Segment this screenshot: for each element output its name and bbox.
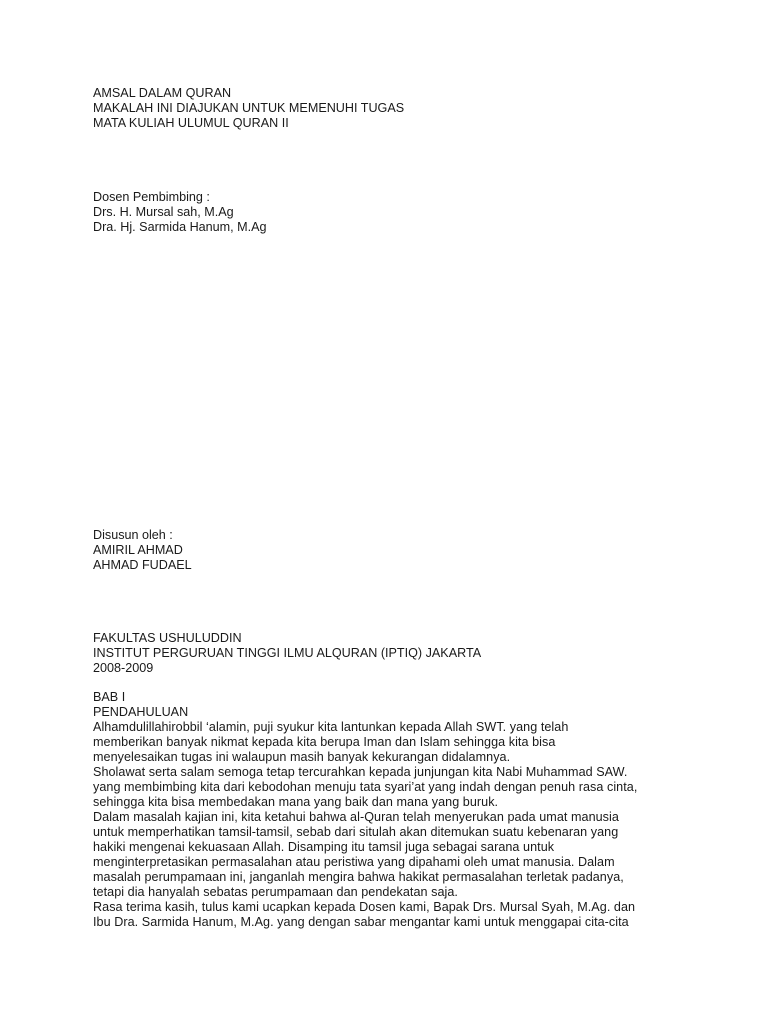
author-heading: Disusun oleh :	[93, 528, 173, 542]
paragraph-line: sehingga kita bisa membedakan mana yang baik dan mana yang buruk.	[93, 795, 499, 809]
paragraph-line: menyelesaikan tugas ini walaupun masih banyak kekurangan didalamnya.	[93, 750, 511, 764]
supervisor-name: Drs. H. Mursal sah, M.Ag	[93, 205, 234, 219]
chapter-number: BAB I	[93, 690, 126, 704]
chapter-title: PENDAHULUAN	[93, 705, 189, 719]
paragraph-line: untuk memperhatikan tamsil-tamsil, sebab dari situlah akan ditemukan suatu kebenaran yang	[93, 825, 619, 839]
paragraph-line: tetapi dia hanyalah sebatas perumpamaan dan pendekatan saja.	[93, 885, 458, 899]
paragraph-line: Ibu Dra. Sarmida Hanum, M.Ag. yang dengan sabar mengantar kami untuk menggapai cita-cita	[93, 915, 629, 929]
supervisor-name: Dra. Hj. Sarmida Hanum, M.Ag	[93, 220, 267, 234]
faculty-name: FAKULTAS USHULUDDIN	[93, 631, 242, 645]
paragraph-line: hakiki mengenai kekuasaan Allah. Disamping itu tamsil juga sebagai sarana untuk	[93, 840, 555, 854]
paragraph-line: yang membimbing kita dari kebodohan menuju tata syari’at yang indah dengan penuh rasa cinta,	[93, 780, 638, 794]
paragraph-line: menginterpretasikan permasalahan atau peristiwa yang dipahami oleh umat manusia. Dalam	[93, 855, 615, 869]
paragraph-line: Alhamdulillahirobbil ‘alamin, puji syukur kita lantunkan kepada Allah SWT. yang telah	[93, 720, 569, 734]
paragraph-line: memberikan banyak nikmat kepada kita berupa Iman dan Islam sehingga kita bisa	[93, 735, 556, 749]
paragraph-line: Rasa terima kasih, tulus kami ucapkan kepada Dosen kami, Bapak Drs. Mursal Syah, M.Ag. dan	[93, 900, 636, 914]
supervisor-heading: Dosen Pembimbing :	[93, 190, 210, 204]
document-title: AMSAL DALAM QURAN	[93, 86, 232, 100]
course-name: MATA KULIAH ULUMUL QURAN II	[93, 116, 289, 130]
paragraph-line: Dalam masalah kajian ini, kita ketahui bahwa al-Quran telah menyerukan pada umat manusia	[93, 810, 619, 824]
author-name: AHMAD FUDAEL	[93, 558, 192, 572]
paragraph-line: Sholawat serta salam semoga tetap tercurahkan kepada junjungan kita Nabi Muhammad SAW.	[93, 765, 628, 779]
academic-year: 2008-2009	[93, 661, 154, 675]
paragraph-line: masalah perumpamaan ini, janganlah mengira bahwa hakikat permasalahan terletak padanya,	[93, 870, 624, 884]
author-name: AMIRIL AHMAD	[93, 543, 183, 557]
institute-name: INSTITUT PERGURUAN TINGGI ILMU ALQURAN (IPTIQ) JAKARTA	[93, 646, 482, 660]
document-subtitle: MAKALAH INI DIAJUKAN UNTUK MEMENUHI TUGAS	[93, 101, 405, 115]
